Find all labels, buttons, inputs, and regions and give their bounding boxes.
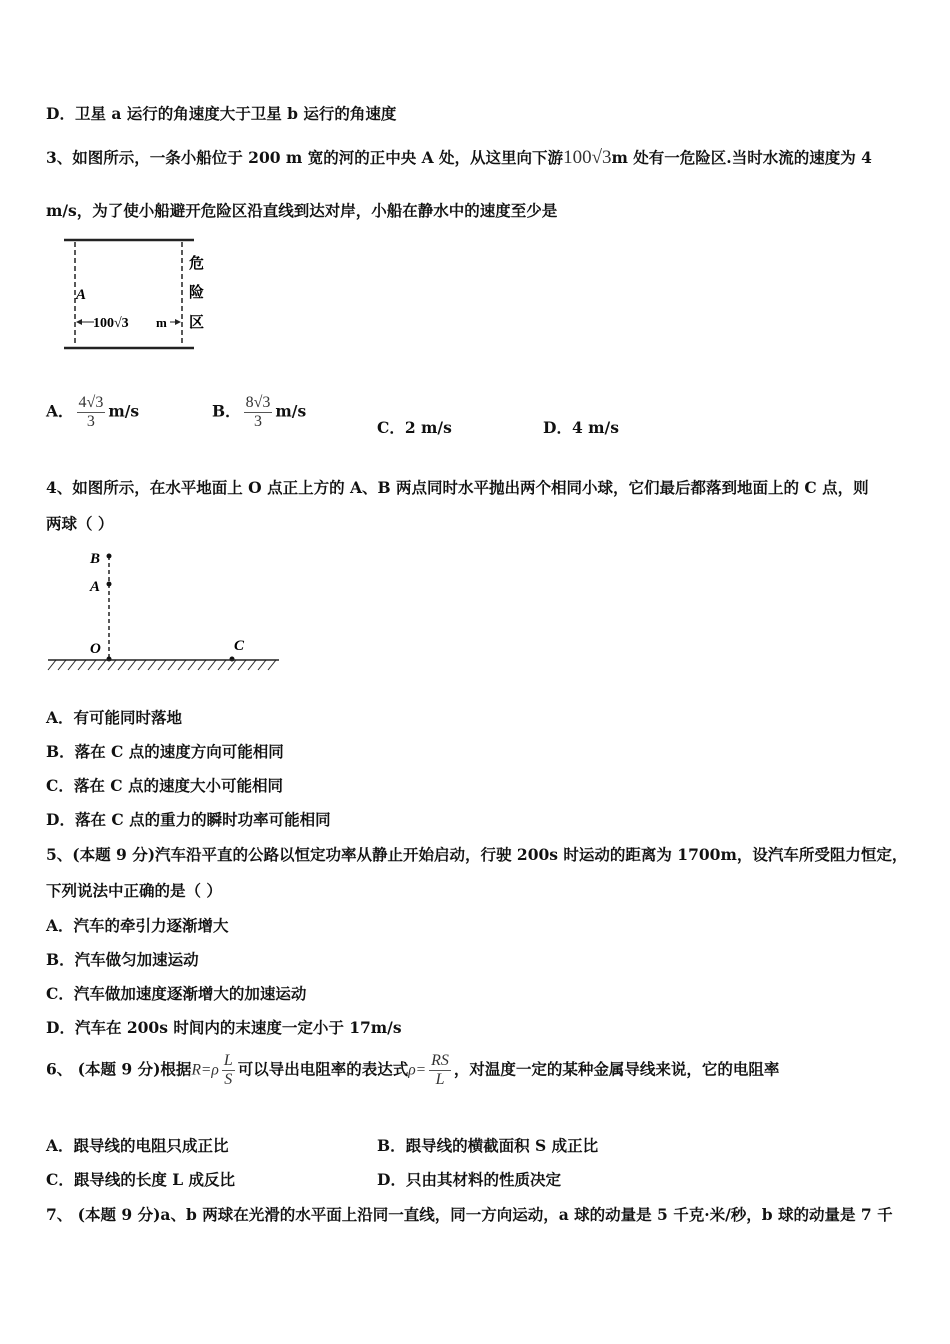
q3-option-b-den: 3 [254,413,262,430]
q4-option-a: A．有可能同时落地 [46,708,183,727]
q4-stem-line1: 4、如图所示，在水平地面上 O 点正上方的 A、B 两点同时水平抛出两个相同小球，它们最后都落到地面上的 C 点，则 [46,478,869,497]
q6-option-b: B．跟导线的横截面积 S 成正比 [377,1136,599,1155]
q3-stem-suffix: m 处有一危险区.当时水流的速度为 4 [611,148,872,167]
q6-formula1-lhs: R=ρ [191,1061,219,1079]
q3-option-b-unit: m/s [275,401,307,421]
q3-option-a-unit: m/s [108,401,140,421]
q3-option-b [212,394,306,431]
q4-stem-line2: 两球（ ） [46,514,114,533]
q6-stem-prefix: 6、 (本题 9 分)根据 [46,1059,192,1079]
q6-formula2-lhs: ρ= [408,1061,427,1079]
q5-stem-line1: 5、(本题 9 分)汽车沿平直的公路以恒定功率从静止开始启动，行驶 200s 时运动的距离为 1700m，设汽车所受阻力恒定， [46,845,908,864]
q4-option-b: B．落在 C 点的速度方向可能相同 [46,742,284,761]
q3-option-c-text: 2 m/s [404,418,452,437]
q3-option-a-letter: A． [46,401,74,421]
q3-figure-dist: 100√3 [93,316,129,331]
q3-stem-prefix: 3、如图所示，一条小船位于 200 m 宽的河的正中央 A 处，从这里向下游 [46,148,564,167]
q5-option-c: C．汽车做加速度逐渐增大的加速运动 [46,984,307,1003]
q3-option-b-num: 8√3 [245,394,271,411]
q4-label-a: A [90,579,101,595]
q6-formula1-den: S [224,1071,233,1088]
q6-option-c: C．跟导线的长度 L 成反比 [46,1170,236,1189]
q3-figure-label-a: A [76,287,87,303]
q3-dist-math: 100√3 [563,147,612,168]
q3-option-b-fraction [244,394,273,431]
q4-option-c: C．落在 C 点的速度大小可能相同 [46,776,283,795]
q3-river-figure [58,232,218,356]
q3-option-a-num: 4√3 [78,394,104,411]
q3-option-d-letter: D． [543,418,572,437]
q4-label-b: B [90,551,101,567]
q2-option-d: D．卫星 a 运行的角速度大于卫星 b 运行的角速度 [46,104,397,123]
q3-figure-unit: m [156,315,167,330]
q4-ground-hatch [48,660,276,670]
q5-stem-line2: 下列说法中正确的是（ ） [46,881,222,900]
q7-stem-line1: 7、 (本题 9 分)a、b 两球在光滑的水平面上沿同一直线，同一方向运动，a 球的动量是 5 千克·米/秒，b 球的动量是 7 千 [46,1205,893,1224]
q6-option-d: D．只由其材料的性质决定 [377,1170,561,1189]
q3-option-a-fraction [77,394,106,431]
q6-stem [46,1052,779,1089]
q6-stem-suffix: ，对温度一定的某种金属导线来说，它的电阻率 [453,1059,780,1079]
q6-option-a: A．跟导线的电阻只成正比 [46,1136,229,1155]
q4-label-o: O [90,641,101,657]
q4-label-c: C [234,638,245,654]
q5-option-d: D．汽车在 200s 时间内的末速度一定小于 17m/s [46,1018,402,1037]
q5-option-b: B．汽车做匀加速运动 [46,950,199,969]
q6-formula2-den: L [435,1071,445,1088]
q6-formula1-num: L [223,1052,233,1069]
q3-option-c-letter: C． [377,418,405,437]
q3-option-c [377,416,452,438]
q3-option-a-den: 3 [86,413,95,430]
q3-option-d-text: 4 m/s [571,418,619,437]
q6-stem-middle: 可以导出电阻率的表达式 [237,1059,409,1079]
q6-formula2-num: RS [431,1052,449,1069]
q3-stem-line1 [46,146,872,169]
q4-projectile-figure [44,544,284,676]
q3-option-b-letter: B． [212,401,241,421]
q4-option-d: D．落在 C 点的重力的瞬时功率可能相同 [46,810,331,829]
q3-option-d [543,416,619,438]
q3-figure-danger-2: 险 [189,285,205,301]
q5-option-a: A．汽车的牵引力逐渐增大 [46,916,229,935]
q6-formula1-fraction [222,1052,235,1089]
q3-stem-line2: m/s，为了使小船避开危险区沿直线到达对岸，小船在静水中的速度至少是 [46,201,558,220]
q6-formula2-fraction [429,1052,451,1089]
q3-figure-danger-3: 区 [189,315,205,331]
q3-figure-danger-1: 危 [189,256,205,272]
q3-option-a [46,394,139,431]
